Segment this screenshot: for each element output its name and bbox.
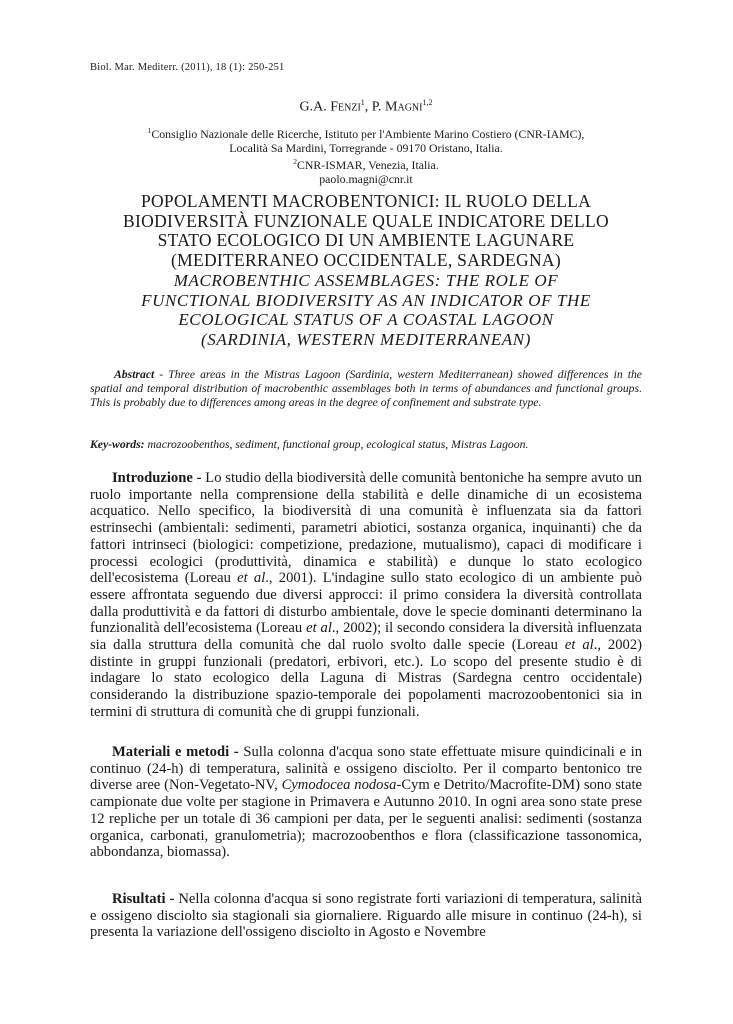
body-text: -Cym e Detrito/Macrofite-DM) sono state campionate due volte per stagione in Primavera e Autunno 2010. In ogni area sono state prese 12 repliche per un totale di 36 campioni per data, per le seguenti analisi: sedimenti (sostanza organica, carbonati, granulometria); macrozoobenthos e flora (classificazione tassonomica, abbondanza, biomassa). (90, 777, 642, 861)
body-text: ., 2001). L'indagine sullo stato ecologico di un ambiente può essere affrontata seguendo due diversi approcci: il primo considera la diversità controllata dalla produttività e da fattori di disturbo ambientale, dove le specie dominanti determinano la funzionalità dell'ecosistema (Loreau (90, 570, 642, 637)
title-italian (90, 192, 642, 270)
section-methods (90, 744, 642, 861)
abstract-label: Abstract (114, 368, 155, 381)
title-english (90, 271, 642, 349)
affiliation-2-mark: 2 (293, 157, 298, 167)
title-italian-line: STATO ECOLOGICO DI UN AMBIENTE LAGUNARE (157, 230, 575, 250)
keywords-text: macrozoobenthos, sediment, functional group, ecological status, Mistras Lagoon. (144, 438, 529, 451)
author-email: paolo.magni@cnr.it (319, 171, 413, 186)
keywords (90, 438, 642, 451)
section-heading: Materiali e metodi - (112, 744, 239, 760)
body-text: Lo studio della biodiversità delle comunità bentoniche ha sempre avuto un ruolo importante nella comprensione della stabilità e delle dinamiche di un ecosistema acquatico. Nello specifico, la biodiversità di una comunità è influenzata sia da fattori estrinsechi (ambientali: sedimenti, parametri abiotici, sostanza organica, inquinanti) che da fattori intrinseci (biologici: competizione, predazione, mutualismo), capaci di modificare i processi ecologici (produttività, dinamica e stabilità) e dunque lo stato ecologico dell'ecosistema (Loreau (90, 470, 642, 587)
section-heading: Risultati - (112, 891, 175, 907)
title-english-line: (SARDINIA, WESTERN MEDITERRANEAN) (201, 329, 531, 349)
affiliation-1-text: Consiglio Nazionale delle Ricerche, Istituto per l'Ambiente Marino Costiero (CNR-IAMC), (151, 126, 585, 141)
affiliation-1-mark: 1 (147, 126, 152, 135)
keywords-label: Key-words: (90, 438, 145, 451)
body-italic: et al (564, 637, 594, 654)
body-text: Nella colonna d'acqua si sono registrate forti variazioni di temperatura, salinità e ossigeno disciolto sia stagionali sia giornaliere. Riguardo alle misure in continuo (24-h), si presenta la variazione dell'ossigeno disciolto in Agosto e Novembre (90, 891, 642, 941)
author-2-affil-mark: 1,2 (422, 98, 433, 107)
affiliations (90, 124, 642, 186)
author-1-initials: G.A. (299, 99, 331, 115)
body-text: ., 2002) distinte in gruppi funzionali (predatori, erbivori, etc.). Lo scopo del presente studio è di indagare lo stato ecologico della Laguna di Mistras (Sardegna centro occidentale) considerando la distribuzione spazio-temporale dei popolamenti macrozoobentonici sia in termini di struttura di comunità che di gruppi funzionali. (90, 637, 642, 720)
body-text: Sulla colonna d'acqua sono state effettuate misure quindicinali e in continuo (24-h) di temperatura, salinità e ossigeno disciolto. Per il comparto bentonico tre diverse aree (Non-Vegetato-NV, (90, 744, 642, 794)
body-text: ., 2002); il secondo considera la diversità influenzata sia dalla struttura della comunità che dal ruolo svolto dalle specie (Loreau (90, 620, 642, 654)
affiliation-2-text: CNR-ISMAR, Venezia, Italia. (297, 158, 439, 173)
title-italian-line: (MEDITERRANEO OCCIDENTALE, SARDEGNA) (171, 249, 561, 270)
author-separator: , P. (364, 99, 386, 115)
section-heading: Introduzione - (112, 470, 202, 486)
title-english-line: ECOLOGICAL STATUS OF A COASTAL LAGOON (178, 310, 554, 329)
author-1-affil-mark: 1 (360, 98, 365, 107)
affiliation-1-address: Località Sa Mardini, Torregrande - 09170 Oristano, Italia. (229, 140, 503, 155)
species-name: Cymodocea nodosa (281, 777, 397, 794)
author-line (90, 98, 642, 116)
title-english-line: FUNCTIONAL BIODIVERSITY AS AN INDICATOR OF THE (141, 290, 591, 310)
affiliation-1 (90, 124, 642, 142)
body-italic: et al (306, 620, 332, 637)
section-results (90, 891, 642, 941)
affiliation-2 (90, 155, 642, 173)
journal-citation: Biol. Mar. Mediterr. (2011), 18 (1): 250-251 (90, 62, 285, 73)
author-1-surname: Fenzi (330, 99, 361, 115)
body-italic: et al (237, 570, 266, 587)
author-2-surname: Magni (385, 99, 423, 115)
title-italian-line: POPOLAMENTI MACROBENTONICI: IL RUOLO DELLA (140, 191, 592, 211)
abstract (90, 368, 642, 411)
title-english-line: MACROBENTHIC ASSEMBLAGES: THE ROLE OF (173, 271, 559, 290)
title-italian-line: BIODIVERSITÀ FUNZIONALE QUALE INDICATORE DELLO (123, 210, 609, 231)
abstract-text: - Three areas in the Mistras Lagoon (Sardinia, western Mediterranean) showed differences in the spatial and temporal distribution of macrobenthic assemblages both in terms of abundances and functional groups. This is probably due to differences among areas in the degree of confinement and substrate type. (90, 368, 642, 410)
section-introduction (90, 470, 642, 721)
